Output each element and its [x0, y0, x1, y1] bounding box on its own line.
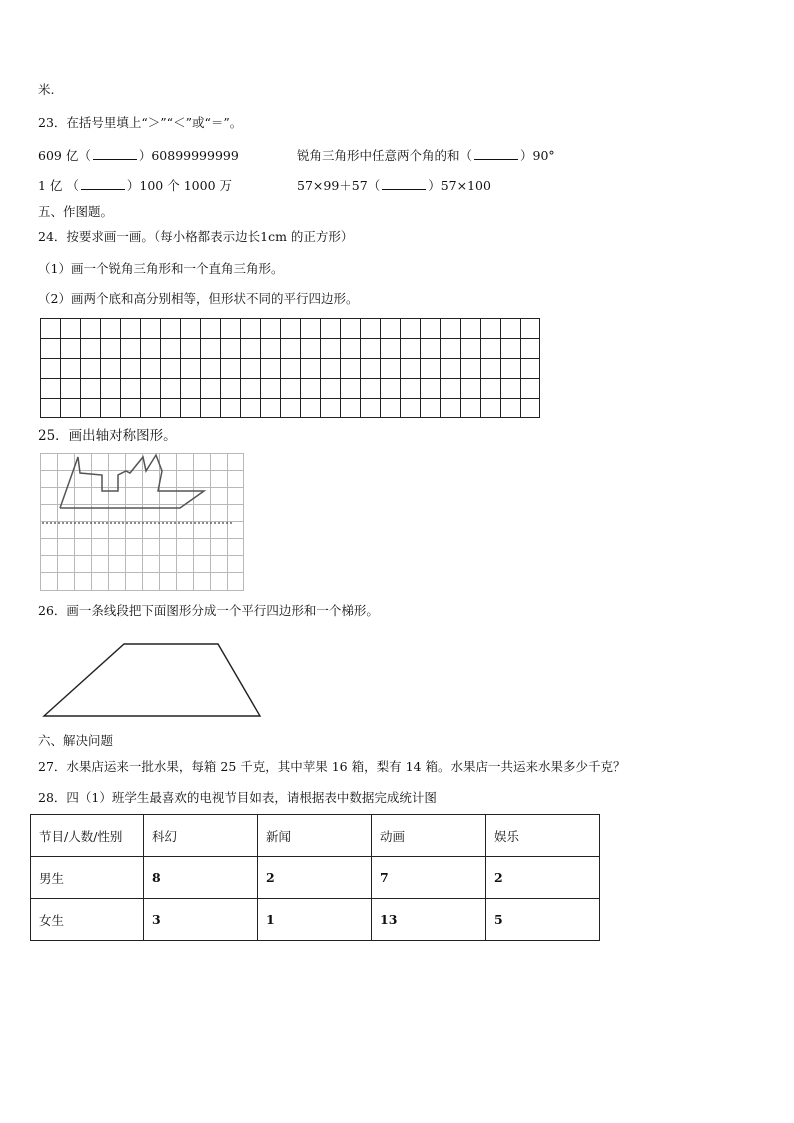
table-cell: 2 — [486, 857, 600, 899]
table-cell: 3 — [144, 899, 258, 941]
q25-title: 25．画出轴对称图形。 — [38, 428, 177, 444]
q23-row2-right: 57×99＋57（ ）57×100 — [297, 178, 491, 193]
table-cell: 2 — [258, 857, 372, 899]
q23-row2-left: 1 亿 （ ）100 个 1000 万 — [38, 178, 232, 193]
table-header-cell: 娱乐 — [486, 815, 600, 857]
q26-trapezoid — [40, 640, 265, 720]
answer-blank[interactable] — [382, 177, 426, 190]
answer-blank[interactable] — [81, 177, 125, 190]
table-row — [31, 899, 600, 941]
row-label: 男生 — [31, 857, 144, 899]
q26-title: 26．画一条线段把下面图形分成一个平行四边形和一个梯形。 — [38, 603, 379, 618]
table-cell: 13 — [372, 899, 486, 941]
table-header-cell: 动画 — [372, 815, 486, 857]
q24-drawing-grid[interactable] — [40, 318, 541, 419]
section-5-heading: 五、作图题。 — [38, 204, 114, 219]
table-cell: 7 — [372, 857, 486, 899]
q27-title: 27．水果店运来一批水果，每箱 25 千克，其中苹果 16 箱，梨有 14 箱。水果店一共运来水果多少千克？ — [38, 759, 626, 774]
q28-title: 28．四（1）班学生最喜欢的电视节目如表，请根据表中数据完成统计图 — [38, 790, 437, 805]
table-cell: 1 — [258, 899, 372, 941]
q25-symmetry-grid[interactable] — [40, 453, 245, 592]
table-cell: 5 — [486, 899, 600, 941]
q24-title: 24．按要求画一画。（每小格都表示边长1cm 的正方形） — [38, 229, 354, 244]
q24-sub2: （2）画两个底和高分别相等，但形状不同的平行四边形。 — [38, 291, 359, 306]
table-header-cell: 科幻 — [144, 815, 258, 857]
q24-sub1: （1）画一个锐角三角形和一个直角三角形。 — [38, 261, 284, 276]
q23-row1-right: 锐角三角形中任意两个角的和（ ）90° — [297, 148, 555, 163]
table-row — [31, 857, 600, 899]
q23-title: 23．在括号里填上“＞”“＜”或“＝”。 — [38, 115, 243, 130]
table-cell: 8 — [144, 857, 258, 899]
answer-blank[interactable] — [93, 147, 137, 160]
q23-row1-left: 609 亿（ ）60899999999 — [38, 148, 239, 163]
boat-figure — [60, 455, 204, 508]
table-header-cell: 新闻 — [258, 815, 372, 857]
section-6-heading: 六、解决问题 — [38, 733, 114, 748]
row-label: 女生 — [31, 899, 144, 941]
top-fragment: 米. — [38, 82, 55, 97]
table-header-cell: 节目/人数/性别 — [31, 815, 144, 857]
answer-blank[interactable] — [474, 147, 518, 160]
table-header-row — [31, 815, 600, 857]
q28-data-table — [30, 814, 600, 941]
